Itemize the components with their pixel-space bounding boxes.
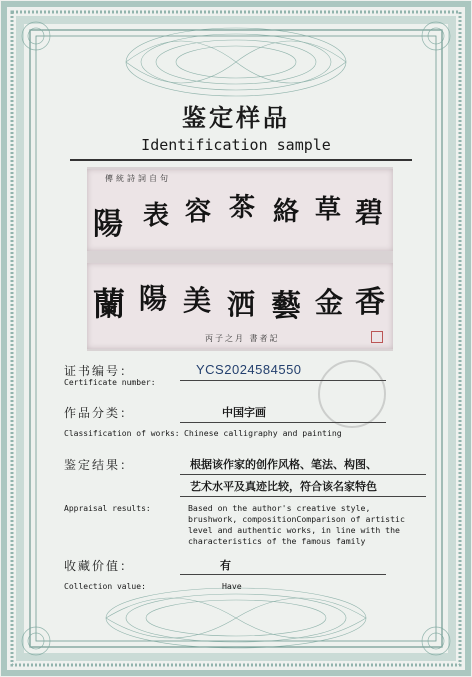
appraisal-value-en-line1: Based on the author's creative style, bbox=[188, 503, 371, 513]
appraisal-value-en-line3: level and authentic works, in line with the bbox=[188, 525, 400, 535]
classification-rule bbox=[180, 422, 386, 423]
collection-value-label-en: Collection value: bbox=[64, 582, 146, 591]
scroll-signature: 丙子之月 書者記 bbox=[205, 334, 280, 343]
title-english: Identification sample bbox=[141, 136, 331, 154]
classification-label-en: Classification of works: bbox=[64, 429, 180, 438]
artwork-photo bbox=[87, 167, 393, 351]
certificate-number-label-cn: 证书编号： bbox=[64, 364, 135, 378]
appraisal-rule-2 bbox=[180, 496, 426, 497]
classification-value-cn: 中国字画 bbox=[222, 406, 266, 419]
appraisal-value-en-line4: characteristics of the famous family bbox=[188, 536, 366, 546]
collection-value-label-cn: 收藏价值： bbox=[64, 559, 135, 573]
scroll-inscription: 傳統詩詞自句 bbox=[105, 174, 171, 183]
certificate-number-label-en: Certificate number: bbox=[64, 378, 156, 387]
appraisal-value-cn-line1: 根据该作家的创作风格、笔法、构图、 bbox=[190, 458, 377, 471]
title-divider bbox=[70, 159, 412, 161]
scroll-char: 陽 bbox=[93, 207, 123, 242]
top-rosette bbox=[126, 28, 346, 96]
scroll-char: 金 bbox=[315, 286, 344, 319]
title-chinese: 鉴定样品 bbox=[182, 104, 290, 132]
scroll-char: 蘭 bbox=[93, 285, 126, 323]
certificate-number-rule bbox=[180, 380, 386, 381]
scroll-char: 美 bbox=[183, 284, 212, 317]
scroll-char: 表 bbox=[143, 201, 170, 231]
calligraphy-scroll-top bbox=[87, 169, 393, 251]
appraisal-label-cn: 鉴定结果： bbox=[64, 458, 135, 472]
artist-seal bbox=[371, 331, 383, 343]
appraisal-rule-1 bbox=[180, 474, 426, 475]
scroll-char: 陽 bbox=[139, 282, 168, 315]
scroll-char: 藝 bbox=[271, 289, 301, 324]
scroll-char: 洒 bbox=[227, 288, 256, 321]
scroll-char: 容 bbox=[185, 197, 212, 227]
embossed-stamp bbox=[318, 360, 386, 428]
classification-value-en: Chinese calligraphy and painting bbox=[184, 428, 342, 438]
calligraphy-scroll-bottom bbox=[87, 263, 393, 349]
scroll-char: 草 bbox=[315, 195, 342, 225]
scroll-char: 碧 bbox=[355, 196, 384, 229]
scroll-char: 茶 bbox=[229, 193, 256, 223]
certificate-number-value: YCS2024584550 bbox=[196, 362, 302, 377]
collection-value-cn: 有 bbox=[220, 559, 231, 572]
scroll-char: 香 bbox=[355, 285, 385, 320]
collection-value-rule bbox=[180, 574, 386, 575]
appraisal-value-cn-line2: 艺术水平及真迹比较，符合该名家特色 bbox=[190, 480, 377, 493]
appraisal-label-en: Appraisal results: bbox=[64, 504, 151, 513]
classification-label-cn: 作品分类： bbox=[64, 406, 135, 420]
scroll-char: 絡 bbox=[273, 197, 300, 227]
collection-value-en: Have bbox=[222, 581, 242, 591]
appraisal-value-en-line2: brushwork, compositionComparison of artistic bbox=[188, 514, 405, 524]
bottom-rosette bbox=[106, 588, 366, 648]
